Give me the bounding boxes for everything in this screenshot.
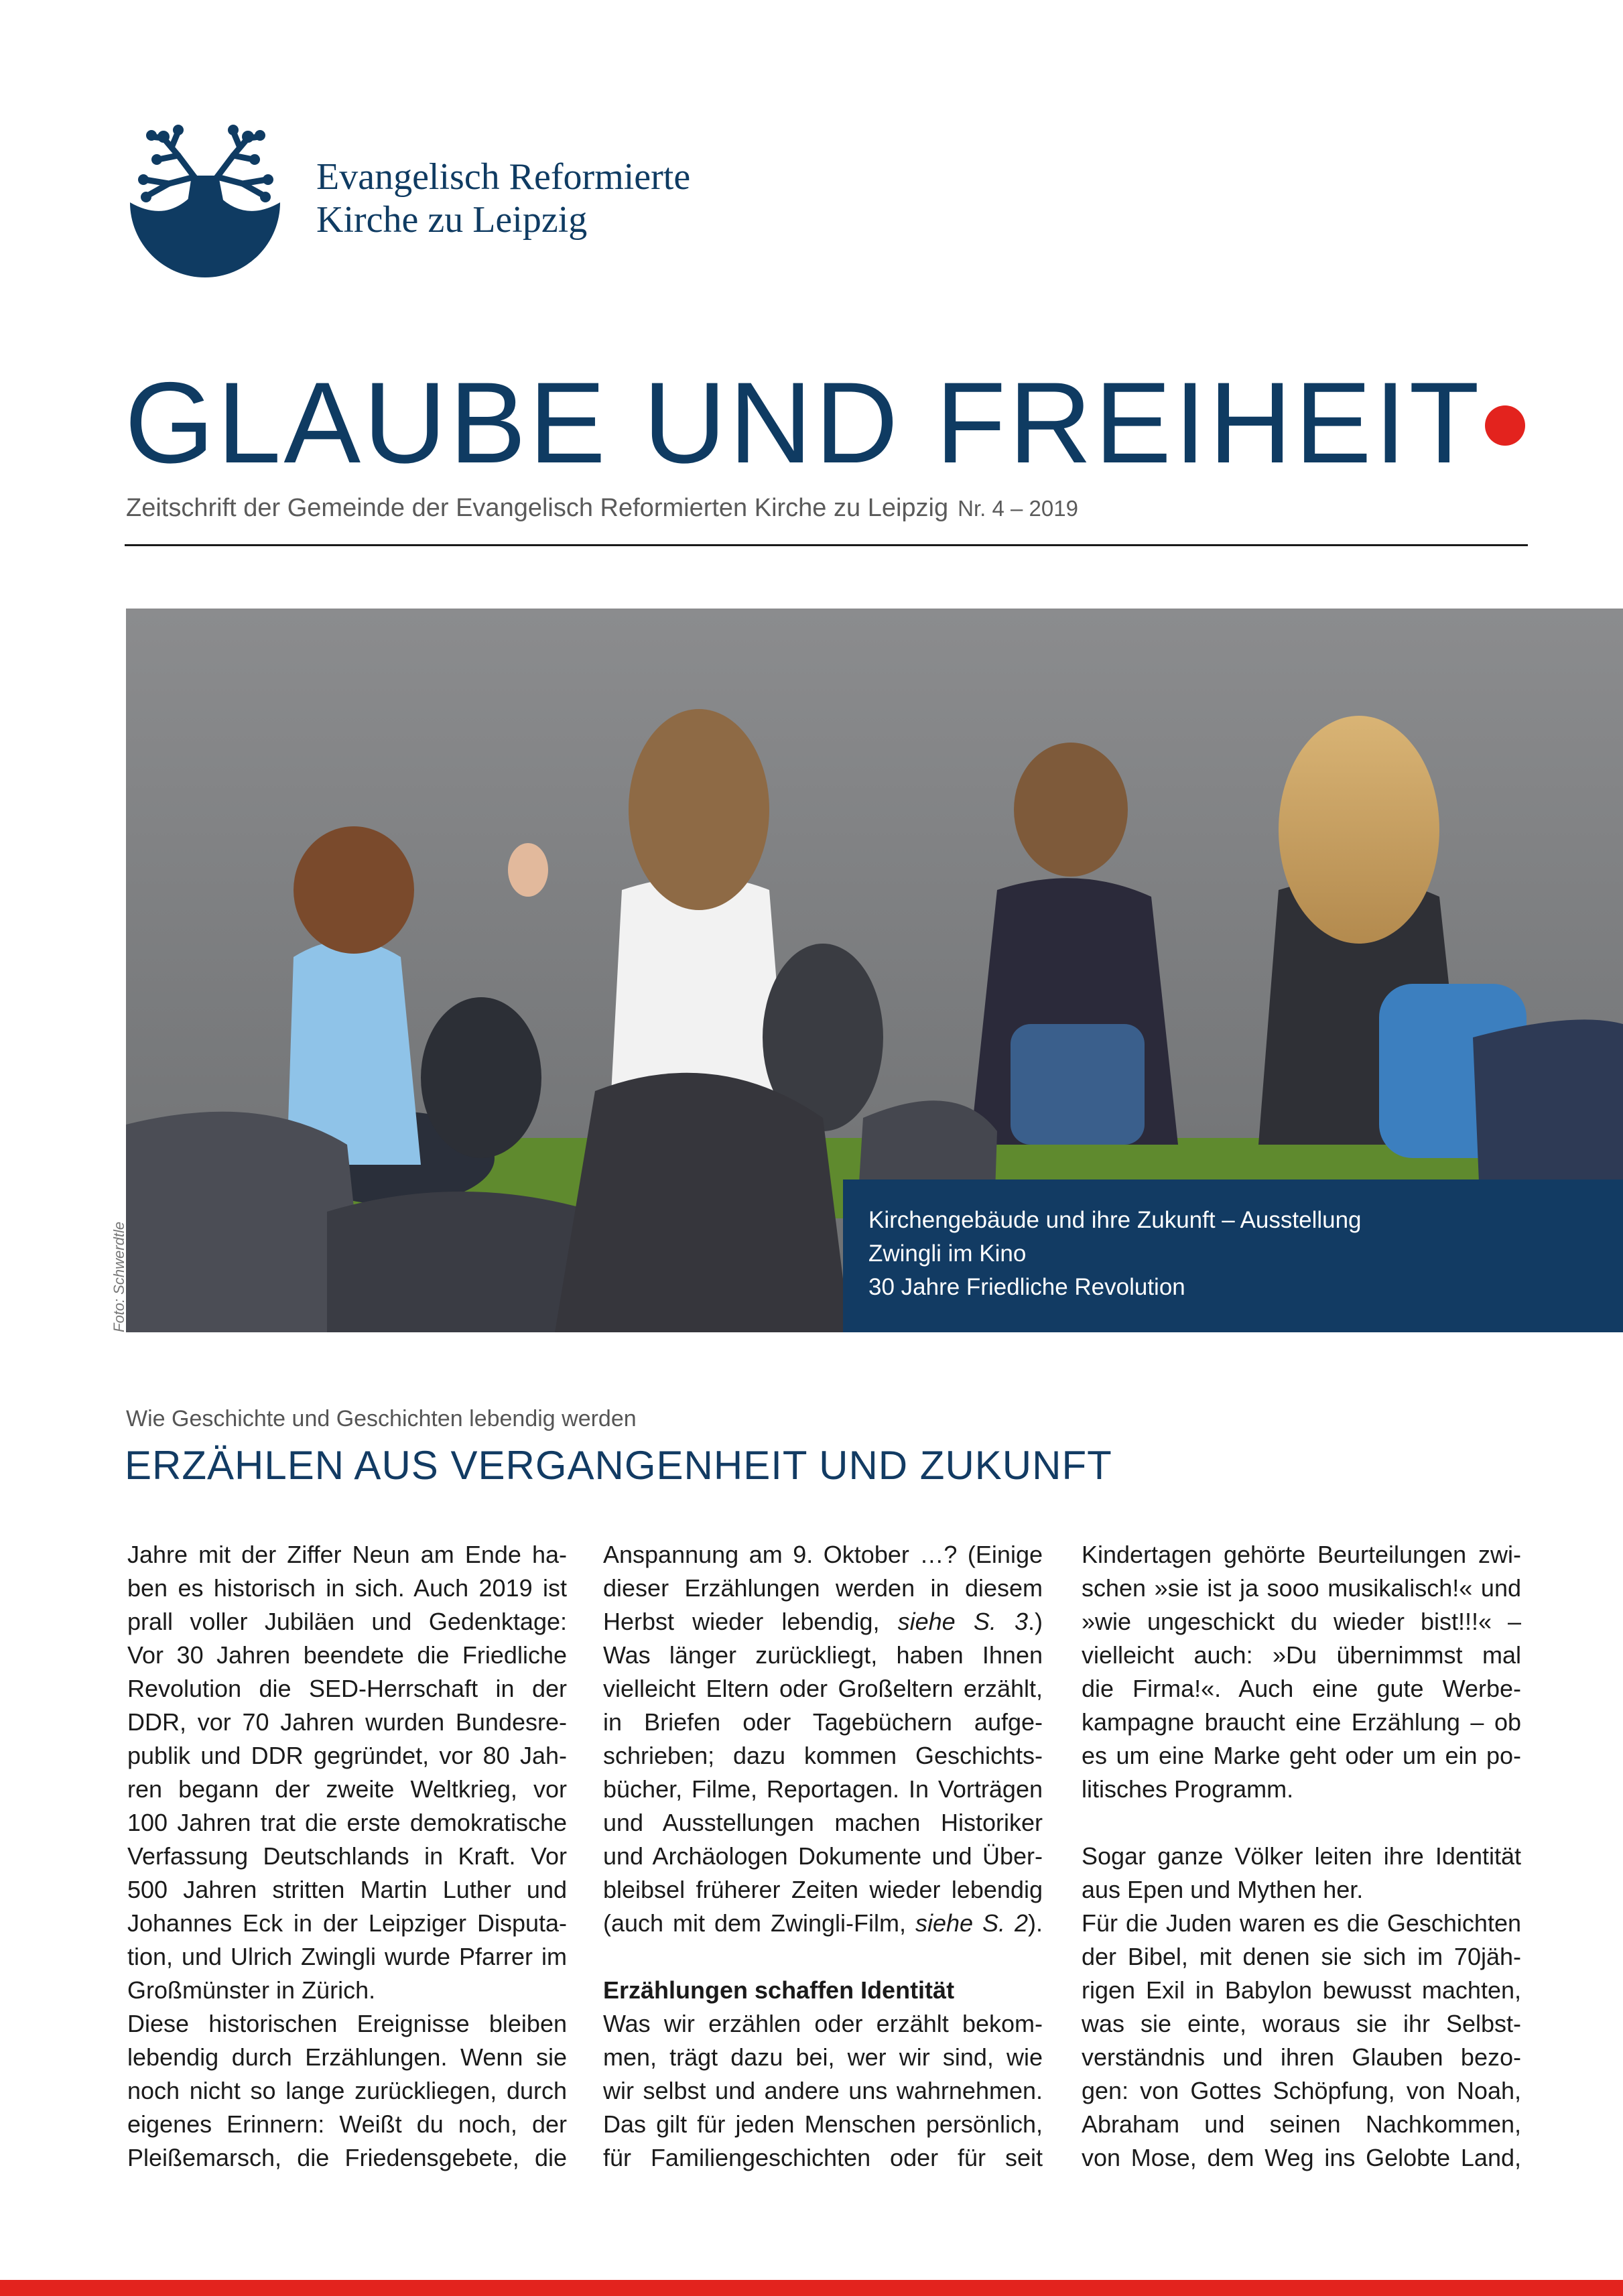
article-subheading: Erzählungen schaffen Identität: [603, 1976, 955, 2004]
article-headline: ERZÄHLEN AUS VERGANGENHEIT UND ZUKUNFT: [125, 1443, 1112, 1488]
text-span: .): [1028, 1608, 1043, 1635]
text-line: tion, und Ulrich Zwingli wurde Pfarrer im: [127, 1943, 567, 1970]
caption-line: 30 Jahre Friedliche Revolution: [868, 1274, 1185, 1300]
text-line: »wie ungeschickt du wieder bist!!!« –: [1082, 1608, 1521, 1635]
text-line: noch nicht so lange zurückliegen, durch: [127, 2077, 567, 2104]
photo-credit: Foto: Schwerdtle: [111, 1221, 127, 1332]
text-line: rigen Exil in Babylon bewusst machten,: [1082, 1976, 1521, 2004]
organization-name-line1: Evangelisch Reformierte: [316, 156, 691, 198]
page-reference: siehe S. 3: [897, 1608, 1028, 1635]
article-column-1: [127, 1538, 567, 2175]
text-line: Abraham und seinen Nachkommen,: [1082, 2110, 1521, 2138]
text-line: ben es historisch in sich. Auch 2019 ist: [127, 1574, 567, 1602]
page-reference: siehe S. 2: [915, 1909, 1028, 1937]
footer-accent-bar: [0, 2280, 1623, 2296]
text-line: [603, 1907, 1043, 1940]
text-line: Was wir erzählen oder erzählt bekom-: [603, 2010, 1043, 2037]
organization-name: [316, 155, 690, 241]
text-line: litisches Programm.: [1082, 1775, 1294, 1803]
text-line: Johannes Eck in der Leipziger Disputa-: [127, 1909, 567, 1937]
text-line: gen: von Gottes Schöpfung, von Noah,: [1082, 2077, 1521, 2104]
subtitle-text: Zeitschrift der Gemeinde der Evangelisch Reformierten Kirche zu Leipzig: [126, 494, 949, 522]
text-span: (auch mit dem Zwingli-Film,: [603, 1909, 915, 1937]
text-line: Kindertagen gehörte Beurteilungen zwi-: [1082, 1541, 1521, 1568]
text-line: der Bibel, mit denen sie sich im 70jäh-: [1082, 1943, 1521, 1970]
text-line: Revolution die SED-Herrschaft in der: [127, 1675, 567, 1702]
text-line: vielleicht Eltern oder Großeltern erzählt,: [603, 1675, 1043, 1702]
text-line: wir selbst und andere uns wahrnehmen.: [603, 2077, 1043, 2104]
text-line: 500 Jahren stritten Martin Luther und: [127, 1876, 567, 1903]
text-line: bücher, Filme, Reportagen. In Vorträgen: [603, 1775, 1043, 1803]
masthead-subtitle: [126, 492, 1078, 525]
text-line: schen »sie ist ja sooo musikalisch!« und: [1082, 1574, 1521, 1602]
text-line: aus Epen und Mythen her.: [1082, 1876, 1364, 1903]
article-column-2: [603, 1538, 1043, 2175]
text-line: verständnis und ihren Glauben bezo-: [1082, 2043, 1521, 2071]
masthead-title: GLAUBE UND FREIHEIT: [125, 359, 1482, 487]
photo-caption-box: [843, 1179, 1623, 1332]
text-line: für Familiengeschichten oder für seit: [603, 2144, 1043, 2171]
issue-number: Nr. 4 – 2019: [958, 496, 1078, 521]
text-line: es um eine Marke geht oder um ein po-: [1082, 1742, 1521, 1769]
text-line: [603, 1605, 1043, 1639]
text-line: Diese historischen Ereignisse bleiben: [127, 2010, 567, 2037]
masthead-divider: [125, 544, 1528, 546]
text-line: Jahre mit der Ziffer Neun am Ende ha-: [127, 1541, 567, 1568]
text-line: kampagne braucht eine Erzählung – ob: [1082, 1708, 1521, 1736]
text-line: Pleißemarsch, die Friedensgebete, die: [127, 2144, 567, 2171]
caption-line: Kirchengebäude und ihre Zukunft – Ausstellung: [868, 1207, 1362, 1233]
text-line: Verfassung Deutschlands in Kraft. Vor: [127, 1842, 567, 1870]
text-line: Anspannung am 9. Oktober …? (Einige: [603, 1541, 1043, 1568]
text-line: und Ausstellungen machen Historiker: [603, 1809, 1043, 1836]
article-kicker: Wie Geschichte und Geschichten lebendig werden: [126, 1406, 637, 1431]
text-line: die Firma!«. Auch eine gute Werbe-: [1082, 1675, 1521, 1702]
text-line: 100 Jahren trat die erste demokratische: [127, 1809, 567, 1836]
red-dot-icon: [1485, 405, 1525, 446]
text-line: publik und DDR gegründet, vor 80 Jah-: [127, 1742, 567, 1769]
caption-line: Zwingli im Kino: [868, 1240, 1027, 1267]
text-line: Großmünster in Zürich.: [127, 1976, 376, 2004]
text-line: Vor 30 Jahren beendete die Friedliche: [127, 1641, 567, 1669]
text-line: Für die Juden waren es die Geschichten: [1082, 1909, 1521, 1937]
text-line: vielleicht auch: »Du übernimmst mal: [1082, 1641, 1521, 1669]
organization-name-line2: Kirche zu Leipzig: [316, 199, 588, 241]
text-line: DDR, vor 70 Jahren wurden Bundesre-: [127, 1708, 567, 1736]
text-line: lebendig durch Erzählungen. Wenn sie: [127, 2043, 567, 2071]
text-line: und Archäologen Dokumente und Über-: [603, 1842, 1043, 1870]
church-logo-icon: [125, 122, 285, 277]
text-line: von Mose, dem Weg ins Gelobte Land,: [1082, 2144, 1521, 2171]
text-line: Sogar ganze Völker leiten ihre Identität: [1082, 1842, 1521, 1870]
text-line: schrieben; dazu kommen Geschichts-: [603, 1742, 1043, 1769]
text-line: dieser Erzählungen werden in diesem: [603, 1574, 1043, 1602]
article-column-3: [1082, 1538, 1521, 2175]
text-span: Herbst wieder lebendig,: [603, 1608, 898, 1635]
text-line: in Briefen oder Tagebüchern aufge-: [603, 1708, 1043, 1736]
text-line: men, trägt dazu bei, wer wir sind, wie: [603, 2043, 1043, 2071]
text-line: prall voller Jubiläen und Gedenktage:: [127, 1608, 567, 1635]
text-line: Das gilt für jeden Menschen persönlich,: [603, 2110, 1043, 2138]
text-span: ).: [1028, 1909, 1043, 1937]
text-line: ren begann der zweite Weltkrieg, vor: [127, 1775, 567, 1803]
text-line: bleibsel früherer Zeiten wieder lebendig: [603, 1876, 1043, 1903]
text-line: Was länger zurückliegt, haben Ihnen: [603, 1641, 1043, 1669]
text-line: was sie einte, woraus sie ihr Selbst-: [1082, 2010, 1521, 2037]
text-line: eigenes Erinnern: Weißt du noch, der: [127, 2110, 567, 2138]
